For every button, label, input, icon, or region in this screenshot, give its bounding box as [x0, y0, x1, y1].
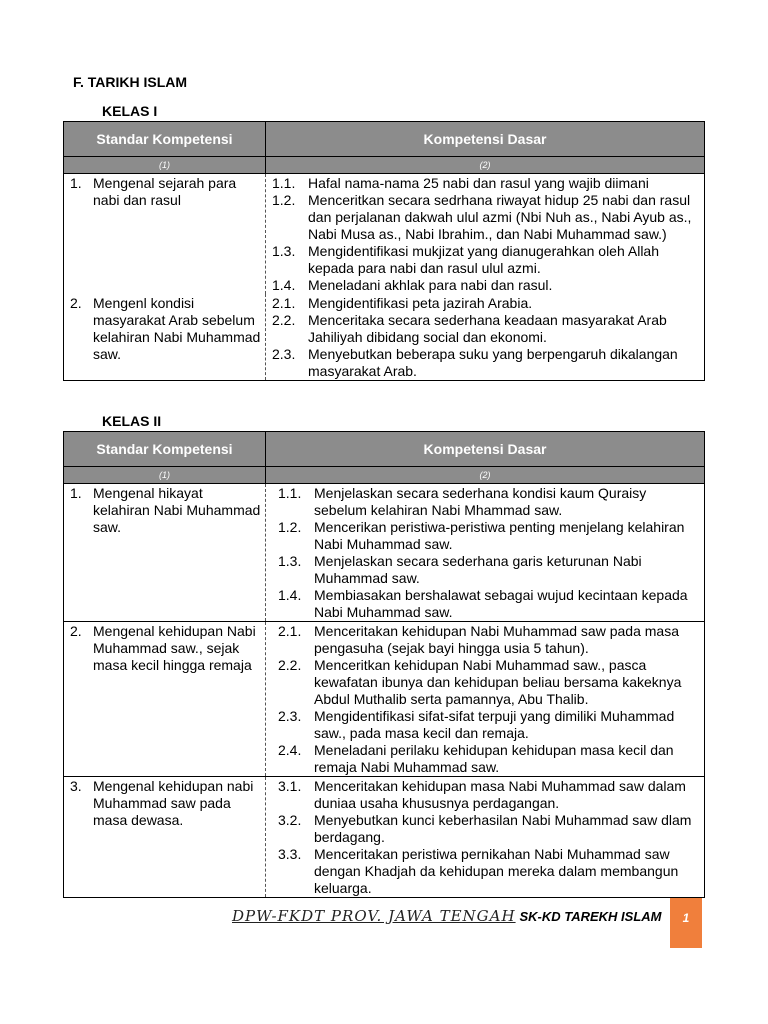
kd-item [272, 295, 704, 312]
kd-number: 2.1. [272, 295, 296, 311]
column-number-1: (1) [64, 467, 266, 484]
kd-number: 1.4. [272, 277, 296, 293]
kd-text: Menjelaskan secara sederhana kondisi kaum Quraisy sebelum kelahiran Nabi Mhammad saw. [314, 485, 647, 518]
kd-number: 3.3. [278, 846, 302, 862]
kelas-1-table [63, 121, 705, 381]
kd-text: Menyebutkan beberapa suku yang berpengaruh dikalangan masyarakat Arab. [308, 346, 678, 379]
kd-number: 1.4. [278, 587, 302, 603]
header-standar-kompetensi: Standar Kompetensi [64, 122, 266, 157]
column-number-2: (2) [266, 467, 705, 484]
sk-text: Mengenal hikayat kelahiran Nabi Muhammad saw. [93, 485, 261, 535]
kd-item [278, 623, 704, 657]
standar-kompetensi-cell [64, 777, 266, 898]
sk-text: Mengenal sejarah para nabi dan rasul [93, 175, 237, 208]
table-row [64, 777, 705, 898]
kd-item [278, 778, 704, 812]
kd-number: 1.1. [278, 485, 302, 501]
kd-item [278, 485, 704, 519]
standar-kompetensi-cell [64, 294, 266, 381]
kompetensi-dasar-cell [266, 484, 705, 622]
kd-item [272, 346, 704, 380]
table-row [64, 294, 705, 381]
kompetensi-dasar-cell [266, 777, 705, 898]
footer [232, 907, 662, 925]
section-title: F. TARIKH ISLAM [73, 74, 188, 90]
kd-text: Mencerikan peristiwa-peristiwa penting menjelang kelahiran Nabi Muhammad saw. [314, 519, 685, 552]
kd-number: 1.2. [278, 519, 302, 535]
column-number-2: (2) [266, 157, 705, 174]
kd-item [278, 742, 704, 776]
sk-number: 1. [70, 485, 82, 501]
kd-number: 1.3. [278, 553, 302, 569]
kd-text: Menjelaskan secara sederhana garis keturunan Nabi Muhammad saw. [314, 553, 642, 586]
kd-item [278, 587, 704, 621]
kd-item [278, 708, 704, 742]
kd-number: 1.3. [272, 243, 296, 259]
kd-text: Mengidentifikasi mukjizat yang dianugerahkan oleh Allah kepada para nabi dan rasul ulul azmi. [308, 243, 659, 276]
kd-item [278, 657, 704, 708]
kd-text: Menceritakan kehidupan masa Nabi Muhammad saw dalam duniaa usaha khususnya perdagangan. [314, 778, 686, 811]
kd-item [272, 192, 704, 243]
kd-text: Menceritkan kehidupan Nabi Muhammad saw., pasca kewafatan ibunya dan kehidupan beliau bersama kakeknya Abdul Muthalib serta pamannya, Abu Thalib. [314, 657, 682, 707]
kd-text: Meneladani akhlak para nabi dan rasul. [308, 277, 553, 293]
kd-text: Menceritakan peristiwa pernikahan Nabi Muhammad saw dengan Khadjah da kehidupan mereka dalam membangun keluarga. [314, 846, 679, 896]
kd-number: 1.2. [272, 192, 296, 208]
header-kompetensi-dasar: Kompetensi Dasar [266, 432, 705, 467]
sk-number: 3. [70, 778, 82, 794]
sk-number: 2. [70, 295, 82, 311]
kd-number: 3.2. [278, 812, 302, 828]
kompetensi-dasar-cell [266, 174, 705, 295]
kd-number: 2.2. [278, 657, 302, 673]
sk-text: Mengenal kehidupan nabi Muhammad saw pada masa dewasa. [93, 778, 254, 828]
kd-number: 2.4. [278, 742, 302, 758]
footer-document-title: SK-KD TAREKH ISLAM [519, 909, 662, 924]
column-number-1: (1) [64, 157, 266, 174]
kd-text: Menceritaka secara sederhana keadaan masyarakat Arab Jahiliyah dibidang social dan ekonomi. [308, 312, 667, 345]
kompetensi-dasar-cell [266, 622, 705, 777]
kd-item [278, 812, 704, 846]
kd-item [272, 175, 704, 192]
kd-number: 2.3. [272, 346, 296, 362]
kd-item [272, 277, 704, 294]
kd-item [272, 312, 704, 346]
kd-item [278, 553, 704, 587]
sk-number: 1. [70, 175, 82, 191]
kd-text: Menceritkan secara sedrhana riwayat hidup 25 nabi dan rasul dan perjalanan dakwah ulul azmi (Nbi Nuh as., Nabi Ayub as., Nabi Musa as., Nabi Ibrahim., dan Nabi Muhammad saw.) [308, 192, 692, 242]
table-row [64, 174, 705, 295]
kd-text: Mengidentifikasi peta jazirah Arabia. [308, 295, 533, 311]
standar-kompetensi-cell [64, 484, 266, 622]
kd-text: Meneladani perilaku kehidupan kehidupan masa kecil dan remaja Nabi Muhammad saw. [314, 742, 674, 775]
header-standar-kompetensi: Standar Kompetensi [64, 432, 266, 467]
kd-text: Menceritakan kehidupan Nabi Muhammad saw pada masa pengasuha (sejak bayi hingga usia 5 tahun). [314, 623, 679, 656]
kd-number: 2.1. [278, 623, 302, 639]
kd-item [278, 846, 704, 897]
kd-number: 2.3. [278, 708, 302, 724]
footer-organization: DPW-FKDT PROV. JAWA TENGAH [232, 907, 516, 925]
kelas-1-title: KELAS I [102, 103, 158, 119]
standar-kompetensi-cell [64, 174, 266, 295]
table-row [64, 622, 705, 777]
kd-item [278, 519, 704, 553]
kd-text: Membiasakan bershalawat sebagai wujud kecintaan kepada Nabi Muhammad saw. [314, 587, 688, 620]
sk-text: Mengenal kehidupan Nabi Muhammad saw., sejak masa kecil hingga remaja [93, 623, 256, 673]
table-row [64, 484, 705, 622]
standar-kompetensi-cell [64, 622, 266, 777]
sk-number: 2. [70, 623, 82, 639]
kelas-2-title: KELAS II [102, 413, 162, 429]
header-kompetensi-dasar: Kompetensi Dasar [266, 122, 705, 157]
page-number: 1 [670, 898, 702, 948]
kd-number: 2.2. [272, 312, 296, 328]
kd-number: 1.1. [272, 175, 296, 191]
kd-text: Menyebutkan kunci keberhasilan Nabi Muhammad saw dlam berdagang. [314, 812, 692, 845]
kd-number: 3.1. [278, 778, 302, 794]
kd-text: Mengidentifikasi sifat-sifat terpuji yang dimiliki Muhammad saw., pada masa kecil dan remaja. [314, 708, 675, 741]
sk-text: Mengenl kondisi masyarakat Arab sebelum kelahiran Nabi Muhammad saw. [93, 295, 261, 362]
kd-text: Hafal nama-nama 25 nabi dan rasul yang wajib diimani [308, 175, 649, 191]
kd-item [272, 243, 704, 277]
kompetensi-dasar-cell [266, 294, 705, 381]
kelas-2-table [63, 431, 705, 898]
